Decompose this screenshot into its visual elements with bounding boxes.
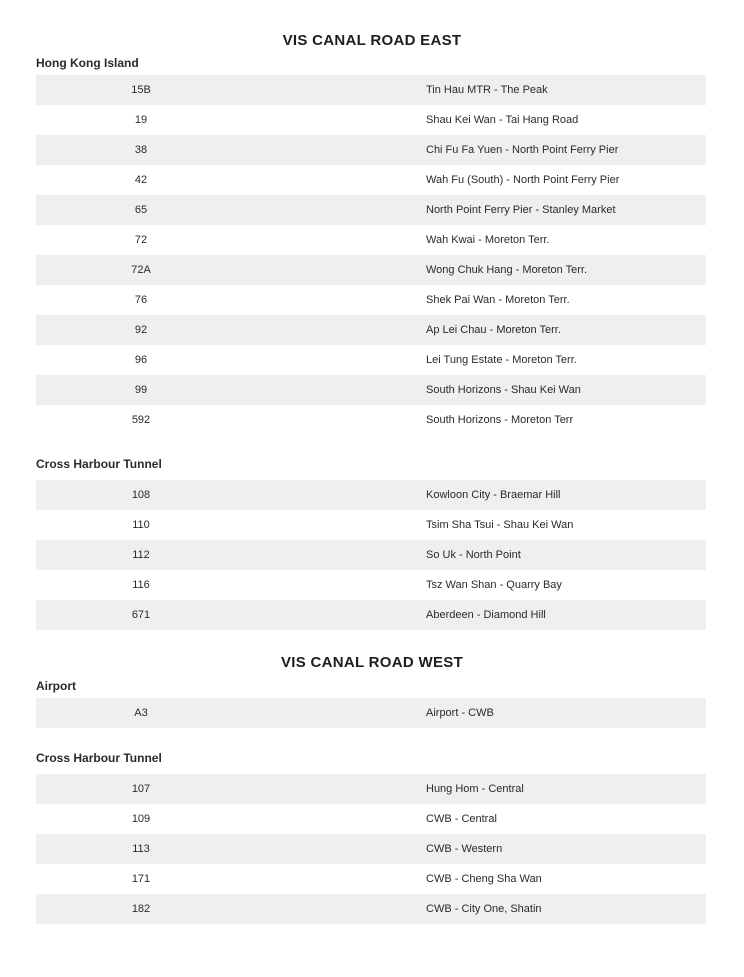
- table-row: [36, 345, 706, 375]
- route-name: Ap Lei Chau - Moreton Terr.: [426, 324, 561, 336]
- table-row: [36, 255, 706, 285]
- table-row: [36, 540, 706, 570]
- route-name: Tsz Wan Shan - Quarry Bay: [426, 579, 562, 591]
- table-row: [36, 774, 706, 804]
- route-name: CWB - Western: [426, 843, 503, 855]
- table-row: [36, 105, 706, 135]
- route-name: CWB - Cheng Sha Wan: [426, 873, 542, 885]
- route-number: 112: [132, 549, 150, 561]
- route-name: Wah Fu (South) - North Point Ferry Pier: [426, 174, 620, 186]
- route-number: 171: [131, 873, 151, 885]
- route-number: 15B: [131, 84, 151, 96]
- section-title-west: VIS CANAL ROAD WEST: [280, 654, 464, 671]
- table-row: [36, 834, 706, 864]
- route-number: 116: [132, 579, 150, 591]
- route-number: 99: [134, 384, 148, 396]
- route-table-airport: [36, 698, 706, 728]
- route-name: Tin Hau MTR - The Peak: [426, 84, 548, 96]
- route-number: A3: [134, 707, 148, 719]
- route-number: 592: [131, 414, 151, 426]
- route-name: Lei Tung Estate - Moreton Terr.: [426, 354, 577, 366]
- route-number: 671: [131, 609, 151, 621]
- route-number: 76: [134, 294, 148, 306]
- route-number: 107: [131, 783, 151, 795]
- route-name: North Point Ferry Pier - Stanley Market: [426, 204, 616, 216]
- section-title-east: VIS CANAL ROAD EAST: [282, 32, 462, 49]
- route-number: 109: [131, 813, 151, 825]
- group-heading-cross-harbour-west: Cross Harbour Tunnel: [36, 751, 162, 765]
- route-table-hong-kong-island: [36, 75, 706, 435]
- route-number: 96: [134, 354, 148, 366]
- table-row: [36, 135, 706, 165]
- route-number: 19: [134, 114, 148, 126]
- route-number: 65: [134, 204, 148, 216]
- route-number: 72A: [131, 264, 151, 276]
- table-row: [36, 165, 706, 195]
- route-number: 113: [132, 843, 150, 855]
- table-row: [36, 75, 706, 105]
- route-name: CWB - City One, Shatin: [426, 903, 542, 915]
- route-name: Airport - CWB: [426, 707, 494, 719]
- route-number: 110: [132, 519, 150, 531]
- route-name: Chi Fu Fa Yuen - North Point Ferry Pier: [426, 144, 619, 156]
- table-row: [36, 405, 706, 435]
- table-row: [36, 195, 706, 225]
- route-name: Shau Kei Wan - Tai Hang Road: [426, 114, 579, 126]
- route-number: 38: [134, 144, 148, 156]
- route-name: South Horizons - Shau Kei Wan: [426, 384, 581, 396]
- table-row: [36, 375, 706, 405]
- table-row: [36, 285, 706, 315]
- route-number: 72: [134, 234, 148, 246]
- route-number: 42: [134, 174, 148, 186]
- route-number: 108: [131, 489, 151, 501]
- table-row: [36, 570, 706, 600]
- route-table-cross-harbour-west: [36, 774, 706, 924]
- table-row: [36, 315, 706, 345]
- route-name: CWB - Central: [426, 813, 497, 825]
- route-table-cross-harbour-east: [36, 480, 706, 630]
- table-row: [36, 698, 706, 728]
- route-name: Wah Kwai - Moreton Terr.: [426, 234, 550, 246]
- group-heading-hong-kong-island: Hong Kong Island: [36, 56, 139, 70]
- group-heading-airport: Airport: [36, 679, 76, 693]
- table-row: [36, 804, 706, 834]
- group-heading-cross-harbour-east: Cross Harbour Tunnel: [36, 457, 162, 471]
- route-name: Aberdeen - Diamond Hill: [426, 609, 546, 621]
- table-row: [36, 600, 706, 630]
- route-name: Kowloon City - Braemar Hill: [426, 489, 561, 501]
- route-name: Tsim Sha Tsui - Shau Kei Wan: [426, 519, 574, 531]
- route-name: Wong Chuk Hang - Moreton Terr.: [426, 264, 588, 276]
- route-name: So Uk - North Point: [426, 549, 521, 561]
- route-name: Hung Hom - Central: [426, 783, 524, 795]
- route-number: 92: [134, 324, 148, 336]
- table-row: [36, 864, 706, 894]
- table-row: [36, 480, 706, 510]
- table-row: [36, 510, 706, 540]
- route-name: South Horizons - Moreton Terr: [426, 414, 574, 426]
- table-row: [36, 894, 706, 924]
- table-row: [36, 225, 706, 255]
- route-name: Shek Pai Wan - Moreton Terr.: [426, 294, 570, 306]
- route-number: 182: [131, 903, 151, 915]
